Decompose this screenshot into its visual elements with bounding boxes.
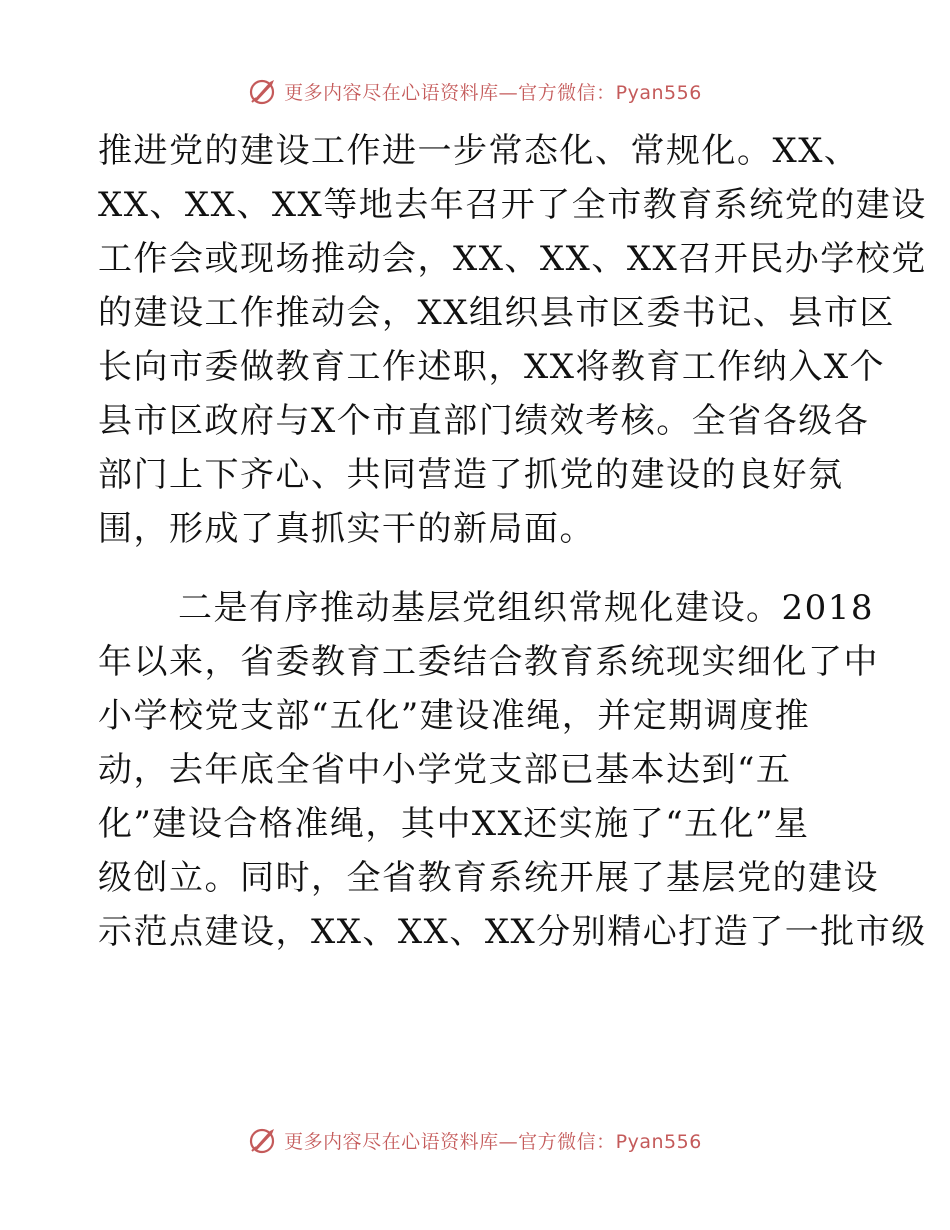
text-line: 围，形成了真抓实干的新局面。 [98, 509, 595, 549]
document-body [98, 124, 927, 959]
text-line: 推进党的建设工作进一步常态化、常规化。XX、 [98, 131, 860, 171]
text-line: 示范点建设，XX、XX、XX分别精心打造了一批市级 [98, 912, 927, 952]
text-line: 年以来，省委教育工委结合教育系统现实细化了中 [98, 642, 879, 682]
watermark-text: 更多内容尽在心语资料库—官方微信：Pyan556 [284, 1130, 702, 1153]
watermark-wechat-id: Pyan556 [615, 81, 702, 104]
text-line: 长向市委做教育工作述职，XX将教育工作纳入X个 [98, 347, 886, 387]
quill-logo-icon [248, 76, 278, 106]
paragraph-2 [98, 581, 927, 959]
text-line: 的建设工作推动会，XX组织县市区委书记、县市区 [98, 293, 895, 333]
text-line: 二是有序推动基层党组织常规化建设。2018 [178, 588, 875, 628]
paragraph-1 [98, 124, 927, 556]
text-line: 级创立。同时，全省教育系统开展了基层党的建设 [98, 858, 879, 898]
watermark-text: 更多内容尽在心语资料库—官方微信：Pyan556 [284, 81, 702, 104]
header-watermark [0, 74, 950, 108]
footer-watermark [0, 1123, 950, 1157]
quill-logo-icon [248, 1125, 278, 1155]
text-line: 工作会或现场推动会，XX、XX、XX召开民办学校党 [98, 239, 927, 279]
text-line: 县市区政府与X个市直部门绩效考核。全省各级各 [98, 401, 870, 441]
text-line: 化”建设合格准绳，其中XX还实施了“五化”星 [98, 804, 810, 844]
text-line: 小学校党支部“五化”建设准绳，并定期调度推 [98, 696, 811, 736]
text-line: 部门上下齐心、共同营造了抓党的建设的良好氛 [98, 455, 844, 495]
text-line: XX、XX、XX等地去年召开了全市教育系统党的建设 [98, 185, 927, 225]
text-line: 动，去年底全省中小学党支部已基本达到“五 [98, 750, 792, 790]
watermark-wechat-id: Pyan556 [615, 1130, 702, 1153]
paragraph-gap [98, 556, 868, 581]
